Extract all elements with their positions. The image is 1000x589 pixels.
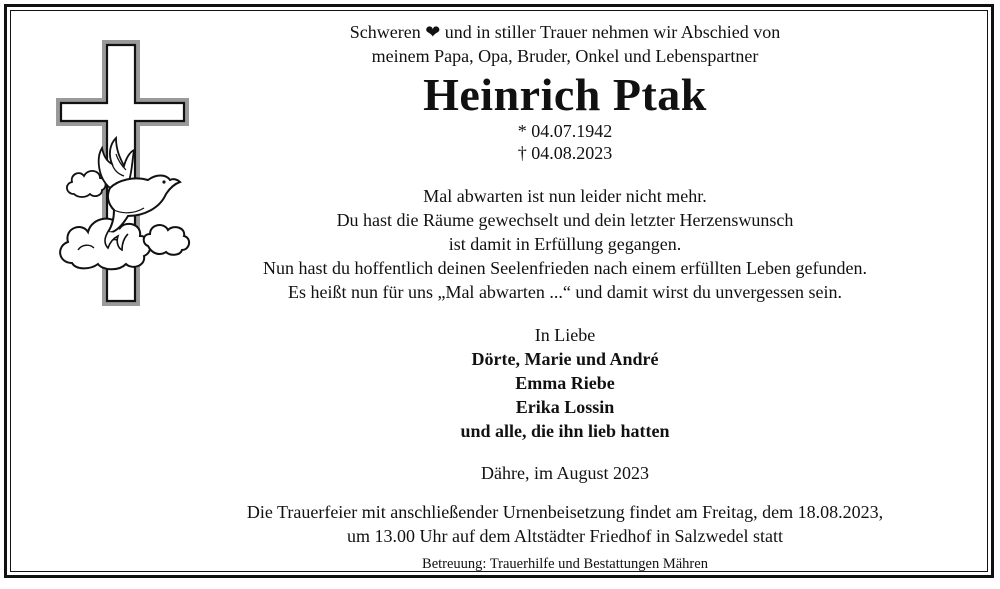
funeral-line: um 13.00 Uhr auf dem Altstädter Friedhof in Salzwedel statt xyxy=(347,526,783,546)
funeral-notice xyxy=(195,500,935,548)
intro-text-after: und in stiller Trauer nehmen wir Abschied von xyxy=(444,22,781,42)
mourner-name: Dörte, Marie und André xyxy=(471,349,659,369)
obituary-text xyxy=(195,20,935,589)
mourners-block xyxy=(195,323,935,443)
birth-date: * 04.07.1942 xyxy=(517,121,613,141)
intro-text-before: Schweren xyxy=(349,22,421,42)
life-dates xyxy=(195,120,935,164)
mourner-name: Erika Lossin xyxy=(515,397,615,417)
intro-line-2: meinem Papa, Opa, Bruder, Onkel und Lebenspartner xyxy=(371,46,759,66)
place-and-date: Dähre, im August 2023 xyxy=(481,463,649,483)
memorial-emblem xyxy=(52,38,192,308)
funeral-line: Die Trauerfeier mit anschließender Urnenbeisetzung findet am Freitag, dem 18.08.2023, xyxy=(246,502,884,522)
quote-line: Es heißt nun für uns „Mal abwarten ...“ und damit wirst du unvergessen sein. xyxy=(287,282,843,302)
quote-line: Mal abwarten ist nun leider nicht mehr. xyxy=(423,186,707,206)
funeral-home-note: Betreuung: Trauerhilfe und Bestattungen Mähren xyxy=(422,556,708,572)
memorial-quote xyxy=(195,184,935,304)
death-date: † 04.08.2023 xyxy=(517,143,613,163)
heart-icon: ❤ xyxy=(425,22,441,42)
in-love-label: In Liebe xyxy=(534,325,596,345)
mourner-name: und alle, die ihn lieb hatten xyxy=(460,421,670,441)
intro-line-1 xyxy=(195,20,935,44)
quote-line: ist damit in Erfüllung gegangen. xyxy=(448,234,682,254)
mourner-name: Emma Riebe xyxy=(515,373,615,393)
deceased-name: Heinrich Ptak xyxy=(423,69,707,120)
quote-line: Du hast die Räume gewechselt und dein letzter Herzenswunsch xyxy=(336,210,794,230)
quote-line: Nun hast du hoffentlich deinen Seelenfrieden nach einem erfüllten Leben gefunden. xyxy=(263,258,867,278)
